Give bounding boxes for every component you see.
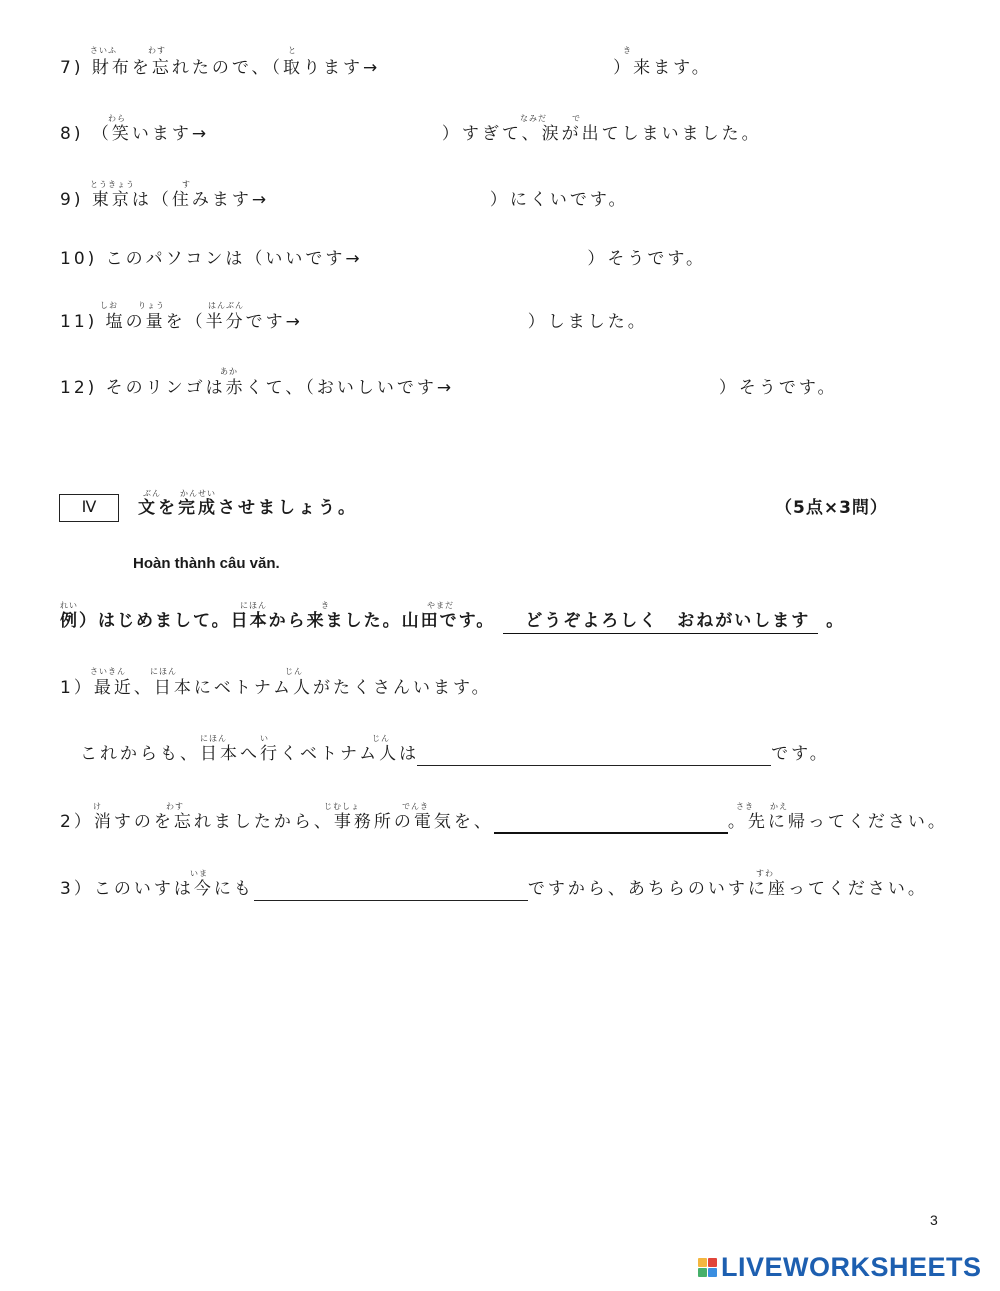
furigana: れい	[60, 601, 78, 610]
question-12	[60, 376, 838, 400]
question-text: このパソコンは（いいです→	[105, 249, 363, 269]
furigana: じむしょ	[324, 802, 360, 811]
question-text: 塩の量を（半分です→	[105, 312, 303, 332]
question-text: ）にくいです。	[489, 190, 629, 210]
example-suffix: 。	[826, 611, 846, 631]
furigana: やまだ	[427, 601, 454, 610]
question-text: 東京は（住みます→	[91, 190, 270, 210]
furigana: はんぶん	[208, 301, 244, 310]
furigana: あか	[220, 367, 238, 376]
section-instruction: 文を完成させましょう。	[138, 498, 358, 518]
question-text: ）そうです。	[587, 249, 707, 269]
furigana: で	[572, 114, 581, 123]
question-number: 8)	[60, 124, 84, 144]
question-text: ですから、あちらのいすに座ってください。	[527, 879, 928, 899]
furigana: かえ	[770, 802, 788, 811]
furigana: じん	[372, 734, 390, 743]
furigana: さいふ	[90, 46, 117, 55]
question-text: （笑います→	[91, 124, 210, 144]
question-text: そのリンゴは赤くて、（おいしいです→	[105, 378, 455, 398]
question-text: ）すぎて、涙が出てしまいました。	[441, 124, 762, 144]
question-iv-1-line2	[80, 742, 830, 766]
example-answer: どうぞよろしく おねがいします	[503, 609, 818, 634]
logo-icon	[698, 1258, 717, 1277]
question-text: 。先に帰ってください。	[727, 812, 948, 832]
brand-name: LIVEWORKSHEETS	[721, 1252, 982, 1282]
furigana: き	[321, 601, 330, 610]
furigana: き	[623, 46, 632, 55]
question-text: ）しました。	[527, 312, 648, 332]
furigana: でんき	[402, 802, 429, 811]
question-iv-1-line1: 1）最近、日本にベトナム人がたくさんいます。	[60, 678, 492, 698]
answer-input-9[interactable]	[278, 190, 482, 212]
section-points: （5点×3問）	[775, 498, 888, 518]
question-9	[60, 188, 629, 212]
furigana: にほん	[240, 601, 267, 610]
furigana: かんせい	[180, 489, 216, 498]
furigana: と	[288, 46, 297, 55]
liveworksheets-logo	[698, 1252, 982, 1283]
question-iv-2	[60, 810, 948, 834]
furigana: す	[182, 180, 191, 189]
question-text: これからも、日本へ行くベトナム人は	[80, 744, 420, 764]
furigana: いま	[190, 869, 208, 878]
question-number: 10)	[60, 249, 98, 269]
question-text: 財布を忘れたので、（取ります→	[91, 58, 381, 78]
furigana: ぶん	[143, 489, 161, 498]
question-8	[60, 122, 762, 146]
question-number: 11)	[60, 312, 98, 332]
question-number: 12)	[60, 378, 98, 398]
question-text: 3）このいすは今にも	[60, 879, 254, 899]
answer-input-10[interactable]	[371, 249, 579, 271]
furigana: わす	[148, 46, 166, 55]
furigana: わら	[108, 114, 126, 123]
furigana: さき	[736, 802, 754, 811]
furigana: け	[93, 802, 102, 811]
question-10	[60, 247, 706, 271]
furigana: なみだ	[520, 114, 547, 123]
furigana: とうきょう	[90, 180, 135, 189]
furigana: にほん	[200, 734, 227, 743]
question-text: ）そうです。	[718, 378, 838, 398]
question-7	[60, 56, 712, 80]
example-sentence	[60, 609, 845, 634]
answer-input-7[interactable]	[389, 58, 605, 80]
question-iv-3	[60, 877, 928, 901]
furigana: すわ	[756, 869, 774, 878]
example-prefix: 例）はじめまして。日本から来ました。山田です。	[60, 611, 496, 631]
question-text: 2）消すのを忘れましたから、事務所の電気を、	[60, 812, 494, 832]
answer-input-11[interactable]	[311, 312, 519, 334]
page-number: 3	[930, 1212, 938, 1228]
furigana: わす	[166, 802, 184, 811]
answer-input-12[interactable]	[462, 378, 710, 400]
answer-input-iv-2[interactable]	[494, 810, 728, 834]
furigana: りょう	[138, 301, 165, 310]
furigana: しお	[100, 301, 118, 310]
answer-input-iv-3[interactable]	[254, 878, 528, 901]
answer-input-8[interactable]	[218, 124, 434, 146]
question-number: 9)	[60, 190, 84, 210]
furigana: さいきん	[90, 667, 126, 676]
answer-input-iv-1[interactable]	[417, 743, 771, 766]
furigana: にほん	[150, 667, 177, 676]
furigana: い	[260, 734, 269, 743]
question-11	[60, 310, 648, 334]
question-number: 7)	[60, 58, 84, 78]
section-number-box: Ⅳ	[59, 494, 119, 522]
question-text: ）来ます。	[613, 58, 712, 78]
furigana: じん	[285, 667, 303, 676]
section-subtitle: Hoàn thành câu văn.	[133, 555, 280, 572]
question-text: です。	[771, 744, 830, 764]
